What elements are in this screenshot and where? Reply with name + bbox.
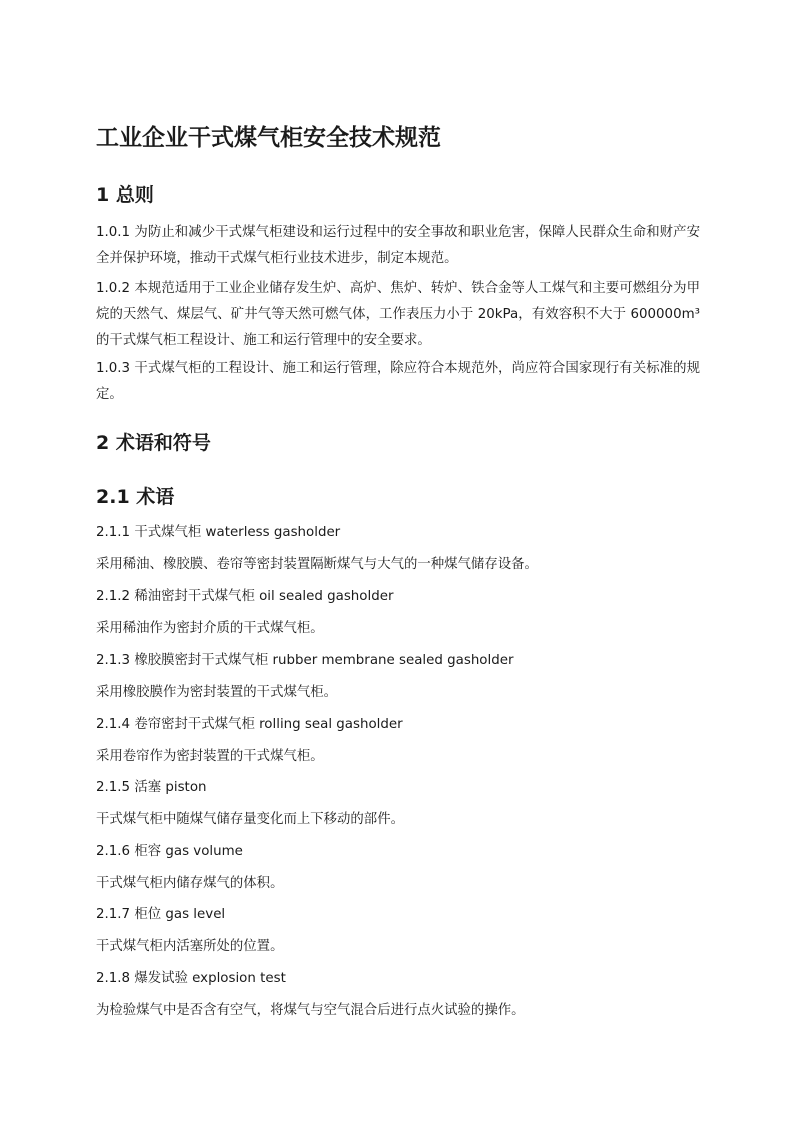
term-2-1-5: 2.1.5 活塞 piston — [96, 780, 207, 795]
term-2-1-7: 2.1.7 柜位 gas level — [96, 907, 226, 922]
definition-2-1-5: 干式煤气柜中随煤气储存量变化而上下移动的部件。 — [96, 812, 404, 827]
section-1-heading: 1 总则 — [96, 184, 154, 206]
definition-2-1-2: 采用稀油作为密封介质的干式煤气柜。 — [96, 621, 324, 636]
term-2-1-8: 2.1.8 爆发试验 explosion test — [96, 971, 286, 986]
definition-2-1-7: 干式煤气柜内活塞所处的位置。 — [96, 939, 284, 954]
definition-2-1-8: 为检验煤气中是否含有空气，将煤气与空气混合后进行点火试验的操作。 — [96, 1003, 525, 1018]
definition-2-1-3: 采用橡胶膜作为密封装置的干式煤气柜。 — [96, 685, 338, 700]
paragraph-1-0-3: 1.0.3 干式煤气柜的工程设计、施工和运行管理，除应符合本规范外，尚应符合国家现行有关标准的规定。 — [96, 361, 700, 402]
definition-2-1-1: 采用稀油、橡胶膜、卷帘等密封装置隔断煤气与大气的一种煤气储存设备。 — [96, 557, 538, 572]
section-2-heading: 2 术语和符号 — [96, 432, 211, 454]
definition-2-1-4: 采用卷帘作为密封装置的干式煤气柜。 — [96, 749, 324, 764]
section-2-1-heading: 2.1 术语 — [96, 486, 175, 508]
term-2-1-1: 2.1.1 干式煤气柜 waterless gasholder — [96, 525, 341, 540]
term-2-1-2: 2.1.2 稀油密封干式煤气柜 oil sealed gasholder — [96, 589, 394, 604]
document-title: 工业企业干式煤气柜安全技术规范 — [96, 125, 441, 151]
term-2-1-4: 2.1.4 卷帘密封干式煤气柜 rolling seal gasholder — [96, 717, 403, 732]
paragraph-1-0-1: 1.0.1 为防止和减少干式煤气柜建设和运行过程中的安全事故和职业危害，保障人民群众生命和财产安全并保护环境，推动干式煤气柜行业技术进步，制定本规范。 — [96, 225, 700, 266]
definition-2-1-6: 干式煤气柜内储存煤气的体积。 — [96, 876, 284, 891]
term-2-1-6: 2.1.6 柜容 gas volume — [96, 844, 243, 859]
paragraph-1-0-2: 1.0.2 本规范适用于工业企业储存发生炉、高炉、焦炉、转炉、铁合金等人工煤气和主要可燃组分为甲烷的天然气、煤层气、矿井气等天然可燃气体，工作表压力小于 20kPa，有效容积不大于 600000m³ 的干式煤气柜工程设计、施工和运行管理中的安全要求。 — [96, 281, 700, 348]
term-2-1-3: 2.1.3 橡胶膜密封干式煤气柜 rubber membrane sealed gasholder — [96, 653, 514, 668]
